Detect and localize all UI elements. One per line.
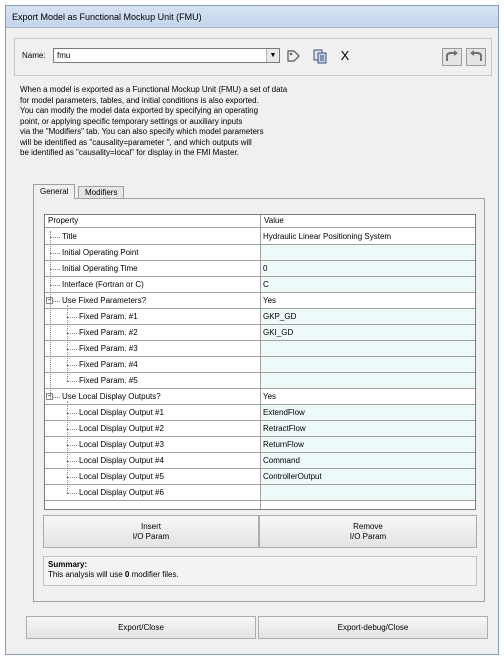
value-cell[interactable]: C — [261, 277, 475, 292]
tree-connector — [67, 317, 77, 318]
description-line: point, or applying specific temporary settings or auxiliary inputs — [20, 116, 243, 126]
property-cell: Interface (Fortran or C) — [62, 280, 144, 289]
button-label: I/O Param — [132, 532, 170, 541]
summary-box — [43, 556, 477, 586]
summary-heading: Summary: — [48, 560, 88, 569]
tree-connector — [67, 461, 77, 462]
redo-icon — [467, 49, 485, 65]
property-cell: Local Display Output #5 — [79, 472, 164, 481]
description-text — [20, 85, 340, 159]
property-cell: Local Display Output #3 — [79, 440, 164, 449]
remove-io-param-button[interactable] — [259, 515, 477, 548]
property-cell: Fixed Param. #2 — [79, 328, 138, 337]
tag-icon[interactable] — [285, 48, 301, 64]
table-row[interactable] — [45, 293, 475, 309]
value-cell[interactable] — [261, 373, 475, 388]
tree-connector — [67, 477, 77, 478]
property-cell: Use Fixed Parameters? — [62, 296, 147, 305]
table-row[interactable] — [45, 485, 475, 501]
button-label: Remove — [353, 522, 383, 531]
property-cell: Fixed Param. #5 — [79, 376, 138, 385]
table-row[interactable] — [45, 309, 475, 325]
table-row[interactable] — [45, 389, 475, 405]
name-row — [14, 38, 492, 76]
value-cell[interactable]: 0 — [261, 261, 475, 276]
property-cell: Local Display Output #1 — [79, 408, 164, 417]
name-combobox[interactable] — [53, 48, 280, 63]
tree-connector — [50, 285, 60, 286]
table-row[interactable] — [45, 469, 475, 485]
description-line: be identified as "causality=local" for display in the FMI Master. — [20, 148, 239, 157]
property-cell: Fixed Param. #1 — [79, 312, 138, 321]
redo-button[interactable] — [466, 48, 486, 66]
value-cell[interactable]: Yes — [261, 293, 475, 308]
undo-icon — [443, 49, 461, 65]
tree-connector — [50, 253, 60, 254]
undo-button[interactable] — [442, 48, 462, 66]
property-cell: Fixed Param. #3 — [79, 344, 138, 353]
description-line: When a model is exported as a Functional Mockup Unit (FMU) a set of data — [20, 85, 288, 94]
copy-icon[interactable] — [312, 48, 328, 64]
property-cell: Local Display Output #2 — [79, 424, 164, 433]
tree-connector — [67, 429, 77, 430]
collapse-icon[interactable]: − — [47, 393, 52, 400]
table-row[interactable] — [45, 261, 475, 277]
property-grid — [44, 214, 476, 510]
table-row[interactable] — [45, 421, 475, 437]
value-cell[interactable]: ControllerOutput — [261, 469, 475, 484]
modifier-count: 0 — [124, 570, 130, 579]
value-cell[interactable]: Command — [261, 453, 475, 468]
table-row[interactable] — [45, 277, 475, 293]
close-icon[interactable]: X — [340, 48, 350, 63]
tree-connector — [67, 381, 77, 382]
table-row[interactable] — [45, 405, 475, 421]
table-row[interactable] — [45, 341, 475, 357]
name-value: fmu — [57, 51, 71, 60]
value-cell[interactable]: Hydraulic Linear Positioning System — [261, 229, 475, 244]
value-cell[interactable]: Yes — [261, 389, 475, 404]
table-row[interactable] — [45, 229, 475, 245]
name-label: Name: — [22, 51, 46, 60]
tree-connector — [67, 349, 77, 350]
property-cell: Local Display Output #4 — [79, 456, 164, 465]
description-line: You can modify the model data exported by specifying an operating — [20, 106, 259, 115]
button-label: Insert — [140, 522, 161, 531]
property-cell: Use Local Display Outputs? — [62, 392, 161, 401]
tree-connector — [50, 237, 60, 238]
tab-modifiers[interactable]: Modifiers — [78, 186, 124, 199]
value-cell[interactable] — [261, 357, 475, 372]
property-cell: Fixed Param. #4 — [79, 360, 138, 369]
tree-connector — [67, 445, 77, 446]
summary-text: This analysis will use 0 modifier files. — [48, 570, 179, 579]
table-row[interactable] — [45, 357, 475, 373]
property-cell: Title — [62, 232, 77, 241]
tree-connector — [50, 269, 60, 270]
collapse-icon[interactable]: − — [47, 297, 52, 304]
chevron-down-icon[interactable]: ▼ — [266, 49, 279, 62]
table-row[interactable] — [45, 373, 475, 389]
insert-io-param-button[interactable] — [43, 515, 259, 548]
value-cell[interactable]: GKP_GD — [261, 309, 475, 324]
description-line: will be identified as "causality=parameter ", and which outputs will — [20, 137, 252, 147]
window-title: Export Model as Functional Mockup Unit (FMU) — [6, 6, 498, 28]
export-fmu-dialog — [5, 5, 499, 655]
button-label: I/O Param — [349, 532, 387, 541]
table-row[interactable] — [45, 437, 475, 453]
tree-connector — [67, 401, 68, 493]
value-cell[interactable]: RetractFlow — [261, 421, 475, 436]
tree-connector — [67, 365, 77, 366]
property-cell: Initial Operating Point — [62, 248, 139, 257]
column-header-value: Value — [264, 216, 284, 225]
tree-connector — [67, 333, 77, 334]
description-line: via the "Modifiers" tab. You can also specify which model parameters — [20, 127, 264, 136]
table-row[interactable] — [45, 245, 475, 261]
column-header-property: Property — [48, 216, 79, 225]
value-cell[interactable] — [261, 245, 475, 260]
tree-connector — [67, 305, 68, 381]
export-close-button[interactable]: Export/Close — [26, 616, 256, 639]
value-cell[interactable] — [261, 341, 475, 356]
table-row[interactable] — [45, 453, 475, 469]
description-line: for model parameters, tables, and initial conditions is also exported. — [20, 95, 259, 105]
property-cell: Local Display Output #6 — [79, 488, 164, 497]
value-cell[interactable]: ReturnFlow — [261, 437, 475, 452]
tree-connector — [50, 231, 51, 399]
tree-connector — [67, 493, 77, 494]
tab-general[interactable]: General — [33, 184, 75, 199]
value-cell[interactable] — [261, 485, 475, 500]
tree-connector — [67, 413, 77, 414]
property-cell: Initial Operating Time — [62, 264, 138, 273]
export-debug-close-button[interactable]: Export-debug/Close — [258, 616, 488, 639]
value-cell[interactable]: GKI_GD — [261, 325, 475, 340]
value-cell[interactable]: ExtendFlow — [261, 405, 475, 420]
table-row[interactable] — [45, 325, 475, 341]
